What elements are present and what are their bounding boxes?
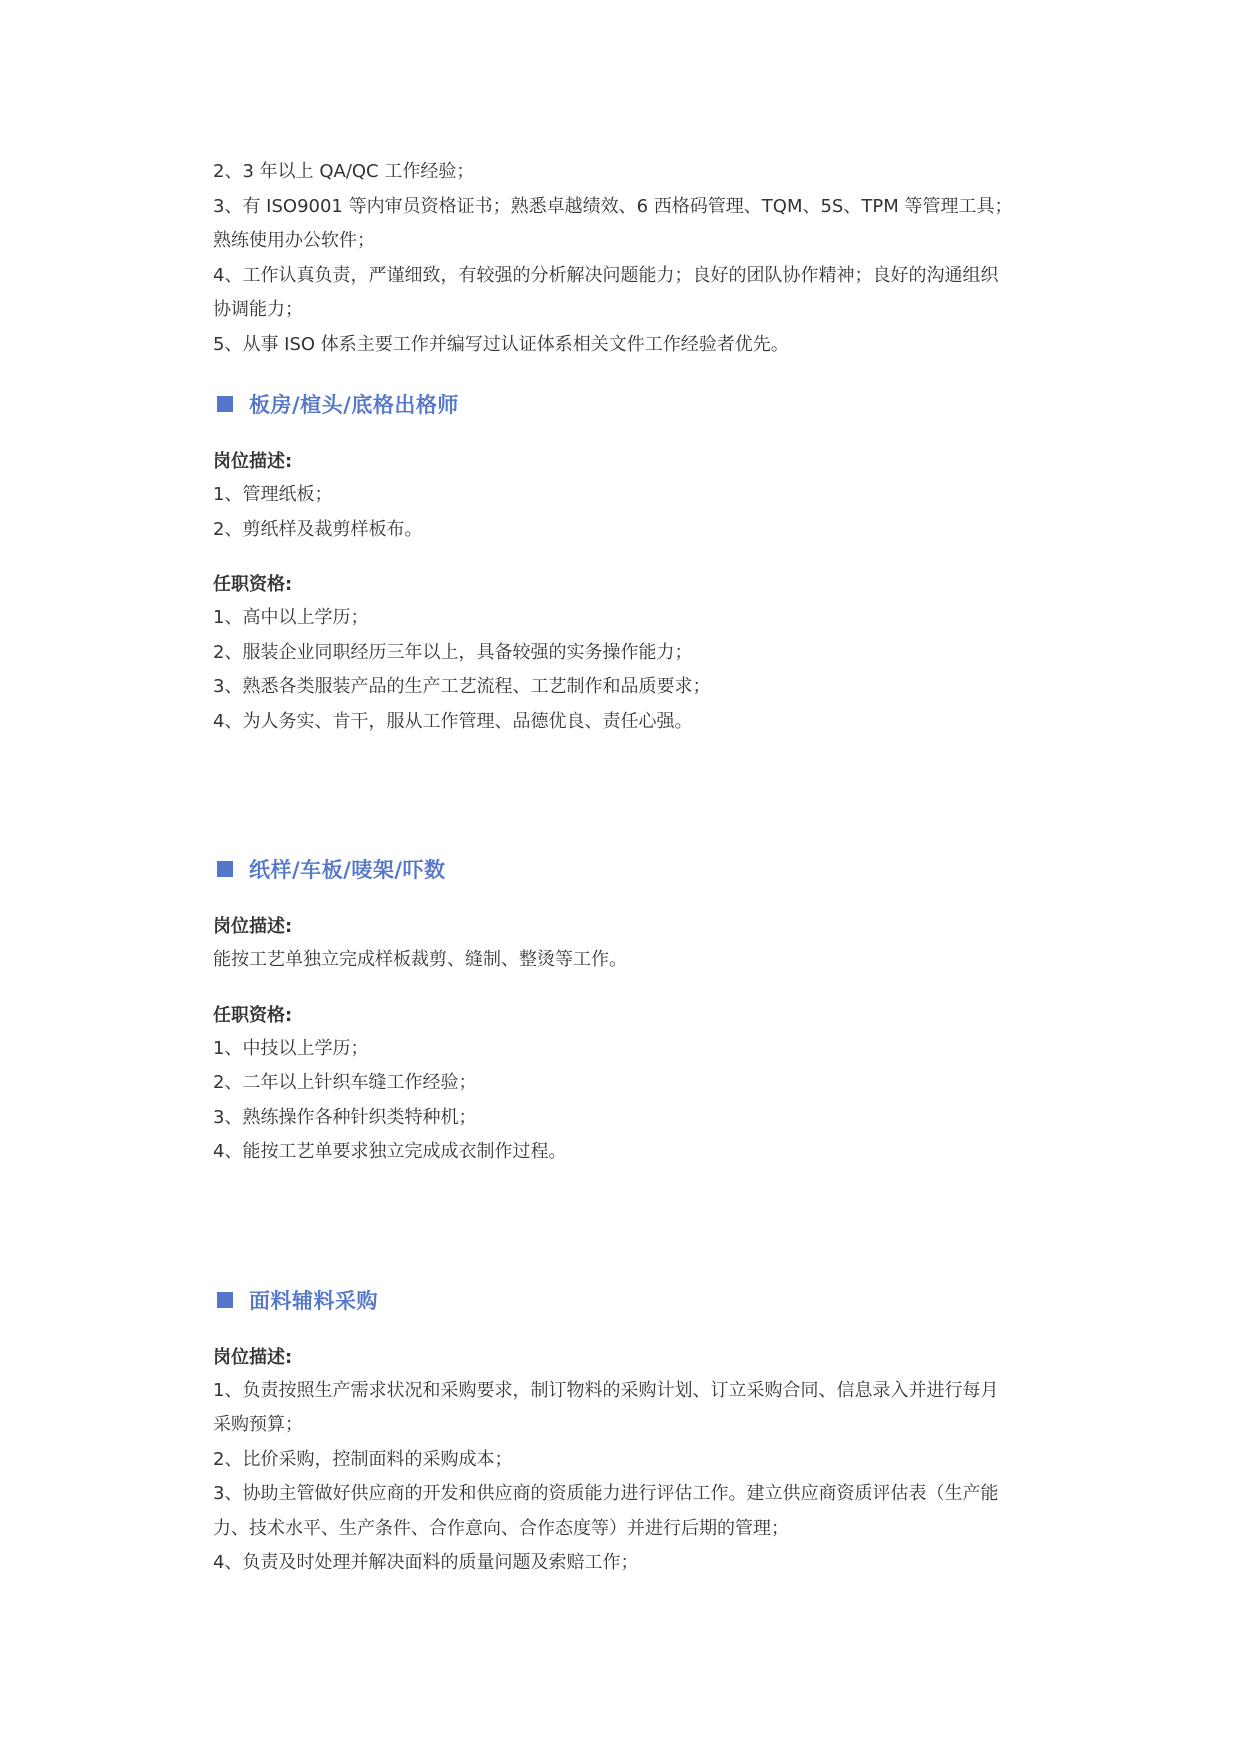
intro-line: 2、3 年以上 QA/QC 工作经验；: [213, 161, 475, 182]
req-line: 1、中技以上学历；: [213, 1037, 369, 1059]
req-line: 3、熟悉各类服装产品的生产工艺流程、工艺制作和品质要求；: [213, 676, 711, 697]
desc-line: 能按工艺单独立完成样板裁剪、缝制、整烫等工作。: [213, 949, 627, 970]
req-line: 2、二年以上针织车缝工作经验；: [213, 1072, 477, 1093]
desc-line: 2、剪纸样及裁剪样板布。: [213, 518, 423, 540]
req-line: 1、高中以上学历；: [213, 607, 369, 628]
section-title: 纸样/车板/唛架/吓数: [249, 858, 446, 882]
desc-line: 3、协助主管做好供应商的开发和供应商的资质能力进行评估工作。建立供应商资质评估表（生产能力、技术水平、生产条件、合作意向、合作态度等）并进行后期的管理；: [213, 1483, 999, 1539]
square-bullet-icon: [217, 1292, 233, 1308]
desc-line: 1、管理纸板；: [213, 484, 333, 505]
desc-line: 4、负责及时处理并解决面料的质量问题及索赔工作；: [213, 1552, 639, 1573]
desc-label: 岗位描述:: [213, 1346, 293, 1368]
req-line: 3、熟练操作各种针织类特种机；: [213, 1106, 477, 1128]
desc-line: 1、负责按照生产需求状况和采购要求，制订物料的采购计划、订立采购合同、信息录入并进行每月采购预算；: [213, 1379, 999, 1435]
req-label: 任职资格:: [213, 574, 293, 595]
intro-line: 3、有 ISO9001 等内审员资格证书；熟悉卓越绩效、6 西格码管理、TQM、5S、TPM 等管理工具；熟练使用办公软件；: [213, 195, 1013, 251]
req-label: 任职资格:: [213, 1004, 293, 1026]
section-title: 面料辅料采购: [249, 1288, 378, 1313]
square-bullet-icon: [217, 396, 233, 412]
section-heading: [213, 849, 1013, 889]
desc-line: 2、比价采购，控制面料的采购成本；: [213, 1448, 513, 1470]
document-body: [213, 155, 1013, 1581]
req-line: 2、服装企业同职经历三年以上，具备较强的实务操作能力；: [213, 641, 693, 663]
intro-line: 4、工作认真负责，严谨细致，有较强的分析解决问题能力；良好的团队协作精神；良好的沟通组织协调能力；: [213, 264, 999, 320]
req-line: 4、为人务实、肯干，服从工作管理、品德优良、责任心强。: [213, 710, 693, 732]
req-line: 4、能按工艺单要求独立完成成衣制作过程。: [213, 1141, 567, 1162]
desc-label: 岗位描述:: [213, 451, 293, 472]
section-heading: [213, 1280, 1013, 1320]
section-heading: [213, 384, 1013, 424]
intro-line: 5、从事 ISO 体系主要工作并编写过认证体系相关文件工作经验者优先。: [213, 333, 789, 355]
section-title: 板房/楦头/底格出格师: [249, 393, 459, 417]
desc-label: 岗位描述:: [213, 916, 293, 937]
square-bullet-icon: [217, 861, 233, 877]
